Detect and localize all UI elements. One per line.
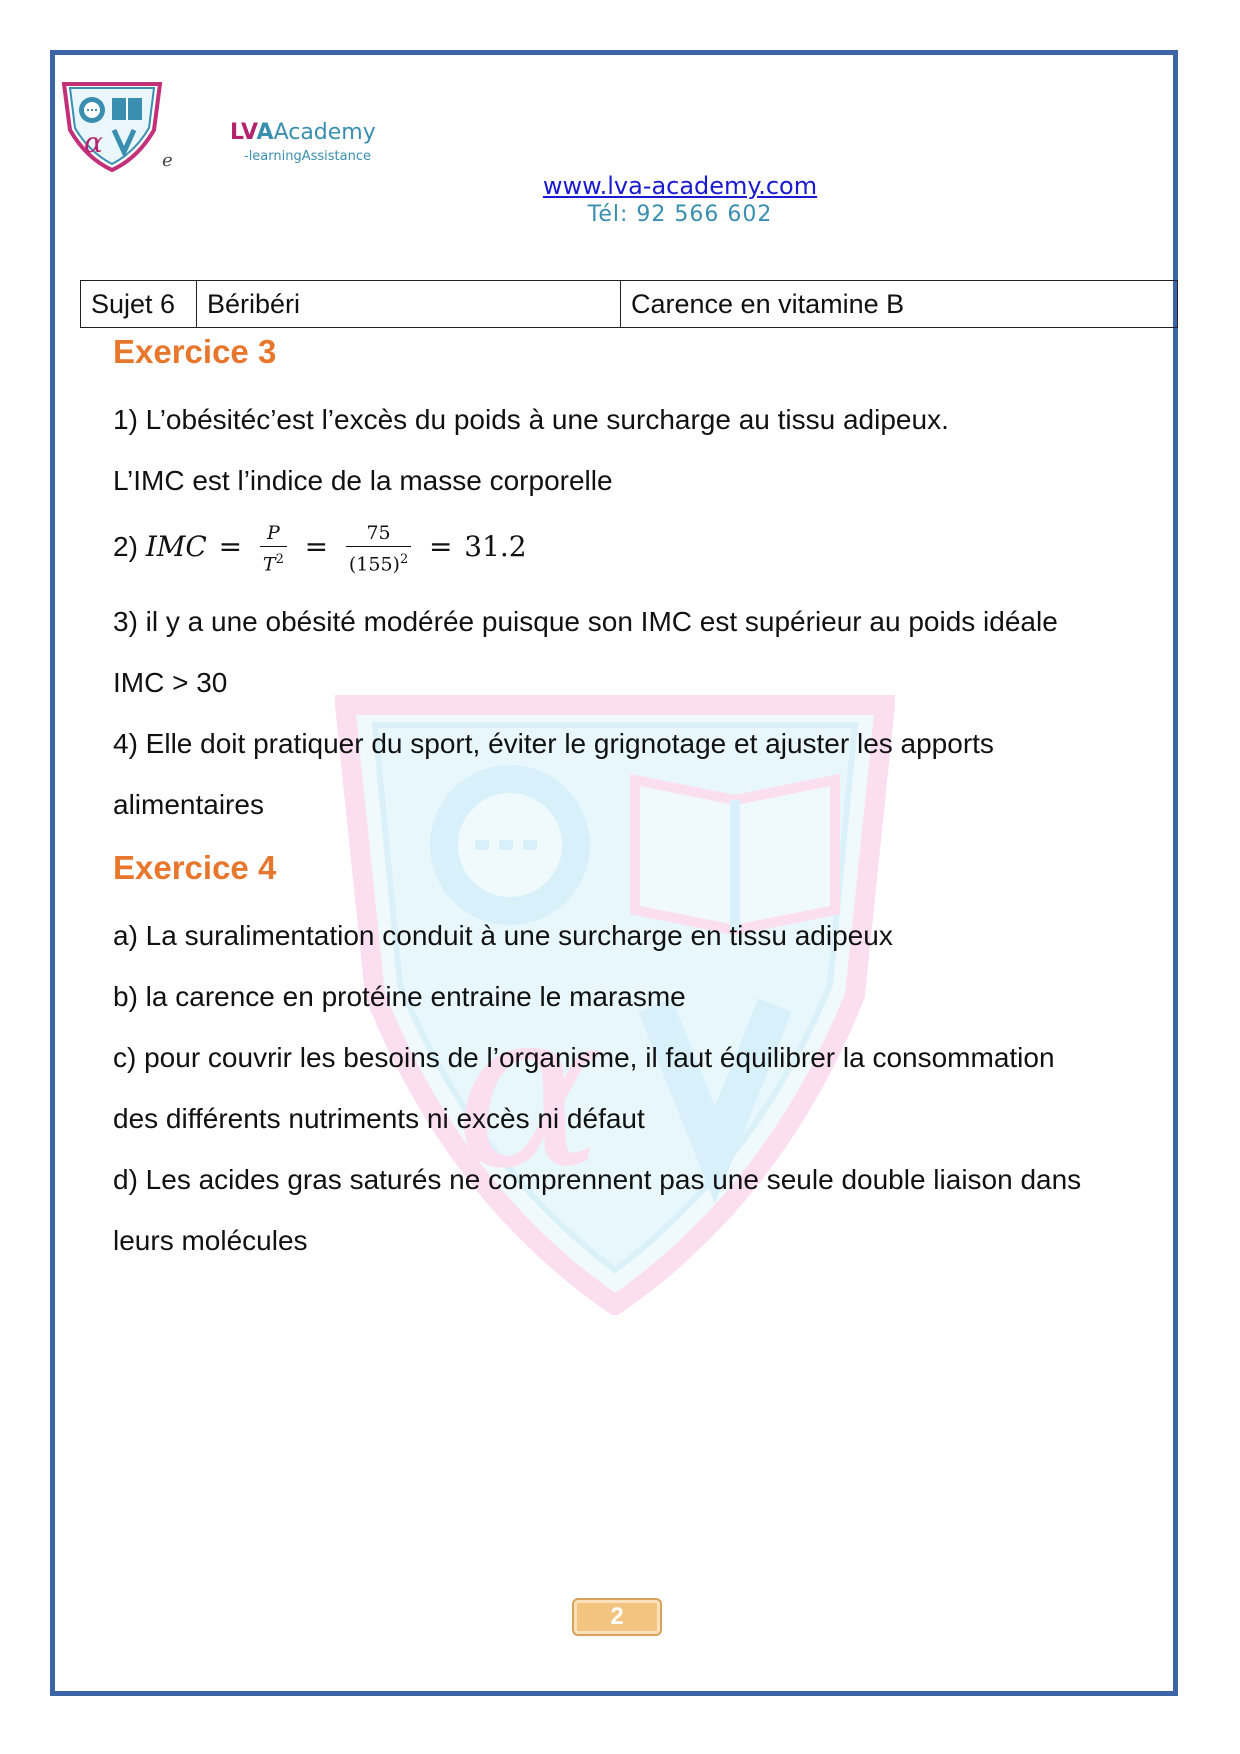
svg-text:α: α: [84, 126, 103, 159]
ex4-item-d-line1: d) Les acides gras saturés ne comprennent pas une seule double liaison dans: [113, 1164, 1082, 1195]
ex3-q2-prefix: 2): [113, 531, 146, 563]
subject-number: Sujet 6: [81, 281, 197, 328]
brand-tagline: -learningAssistance: [244, 149, 371, 164]
ex4-item-a: a) La suralimentation conduit à une surcharge en tissu adipeux: [113, 920, 893, 951]
fraction-75-over-155: $\frac{75}{(155)^2}$: [346, 520, 411, 577]
equals-sign: =: [304, 530, 329, 564]
page-number: 2: [572, 1598, 662, 1636]
equals-sign: =: [218, 530, 243, 564]
formula-result: 31.2: [464, 530, 527, 564]
svg-text:α: α: [455, 961, 604, 1217]
subject-table: [80, 280, 1178, 328]
ex4-item-b: b) la carence en protéine entraine le marasme: [113, 981, 686, 1012]
equals-sign: =: [429, 530, 453, 564]
formula-lhs: IMC: [145, 530, 207, 564]
brand-name: [230, 120, 376, 145]
brand-a: A: [256, 120, 274, 145]
brand-lv: LV: [230, 120, 257, 145]
exercise-3-title: Exercice 3: [113, 333, 277, 370]
ex3-q4-line2: alimentaires: [113, 789, 264, 820]
ex3-q1-line1: 1) L’obésitéc’est l’excès du poids à une surcharge au tissu adipeux.: [113, 404, 949, 435]
ex3-q3-line1: 3) il y a une obésité modérée puisque son IMC est supérieur au poids idéale: [113, 606, 1058, 637]
fraction-p-over-t2: $\frac{P}{T^2}$: [260, 520, 287, 577]
fraction-denominator: (155): [348, 553, 400, 576]
exercise-4-title: Exercice 4: [113, 849, 277, 886]
ex3-q2-formula: [113, 520, 527, 577]
ex4-item-c-line2: des différents nutriments ni excès ni défaut: [113, 1103, 645, 1134]
fraction-denominator: T: [262, 553, 276, 576]
brand-e-mark: e: [162, 150, 173, 171]
contact-block: [480, 172, 880, 227]
lva-logo-icon: [58, 80, 166, 172]
brand-block: [230, 120, 376, 164]
ex3-q1-line2: L’IMC est l’indice de la masse corporelle: [113, 465, 613, 496]
table-row: [81, 281, 1178, 328]
brand-academy: Academy: [273, 120, 376, 145]
fraction-numerator: 75: [346, 520, 411, 547]
subject-cause: Carence en vitamine B: [621, 281, 1178, 328]
website-link[interactable]: www.lva-academy.com: [542, 172, 818, 200]
fraction-numerator: P: [266, 522, 280, 544]
ex4-item-c-line1: c) pour couvrir les besoins de l’organisme, il faut équilibrer la consommation: [113, 1042, 1055, 1073]
phone-number: Tél: 92 566 602: [587, 202, 773, 227]
ex3-q3-line2: IMC > 30: [113, 667, 228, 698]
ex3-q4-line1: 4) Elle doit pratiquer du sport, éviter le grignotage et ajuster les apports: [113, 728, 994, 759]
subject-disease: Béribéri: [197, 281, 621, 328]
ex4-item-d-line2: leurs molécules: [113, 1225, 308, 1256]
